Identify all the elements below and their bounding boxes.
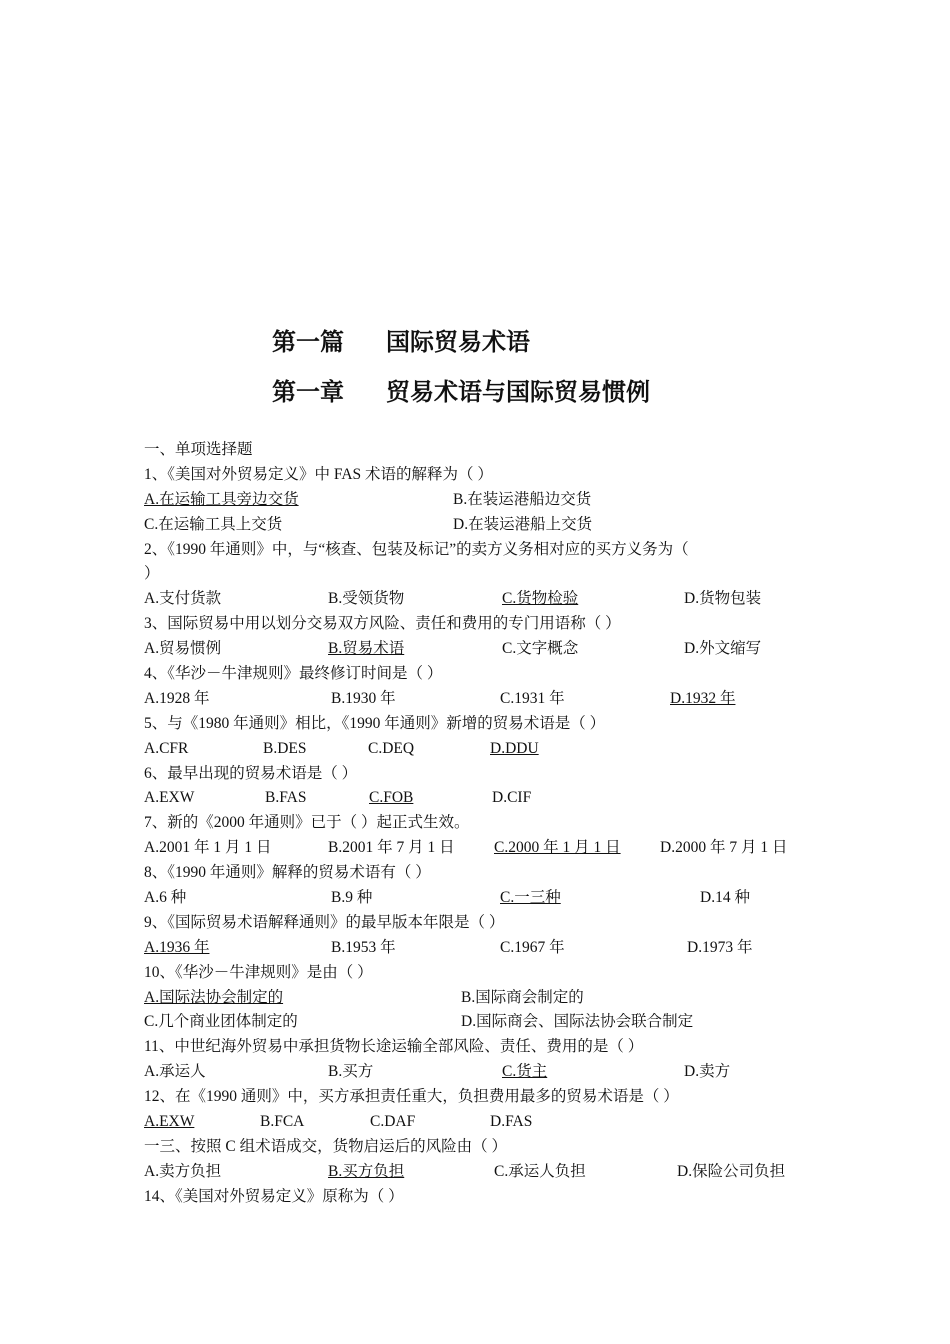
option-b: B.受领货物	[328, 590, 405, 608]
chapter-number: 第一章	[272, 378, 344, 406]
question-2: 2、《1990 年通则》中，与“核查、包装及标记”的卖方义务相对应的买方义务为（	[144, 540, 689, 558]
question-4: 4、《华沙－牛津规则》最终修订时间是（ ）	[144, 665, 443, 683]
option-row	[144, 986, 814, 1011]
option-d: D.保险公司负担	[677, 1162, 786, 1180]
option-row	[144, 637, 814, 662]
option-row	[144, 513, 814, 538]
option-a: A.在运输工具旁边交货	[144, 490, 299, 508]
option-a: A.支付货款	[144, 590, 222, 608]
option-c: C.承运人负担	[494, 1162, 586, 1180]
question-11: 11、中世纪海外贸易中承担货物长途运输全部风险、责任、费用的是（ ）	[144, 1038, 644, 1056]
question-3: 3、国际贸易中用以划分交易双方风险、责任和费用的专门用语称（ ）	[144, 615, 621, 633]
option-a: A.卖方负担	[144, 1162, 222, 1180]
option-a: A.1928 年	[144, 689, 210, 707]
option-row	[144, 488, 814, 513]
option-c: C.1931 年	[500, 689, 565, 707]
option-c: C.货物检验	[502, 590, 579, 608]
option-c: C.文字概念	[502, 640, 579, 658]
option-b: B.在装运港船边交货	[453, 490, 592, 508]
option-row	[144, 1160, 814, 1185]
option-b: B.1953 年	[331, 938, 396, 956]
section-title: 一、单项选择题	[144, 441, 253, 458]
option-a: A.贸易惯例	[144, 640, 222, 658]
question-list	[144, 438, 814, 1210]
option-b: B.1930 年	[331, 689, 396, 707]
option-c: C.1967 年	[500, 938, 565, 956]
option-b: B.9 种	[331, 889, 373, 907]
option-d: D.卖方	[684, 1063, 731, 1081]
question-8: 8、《1990 年通则》解释的贸易术语有（ ）	[144, 864, 431, 882]
option-b: B.国际商会制定的	[461, 988, 584, 1006]
option-a: A.1936 年	[144, 938, 210, 956]
option-d: D.14 种	[700, 889, 750, 907]
option-d: D.1932 年	[670, 689, 736, 707]
option-d: D.外文缩写	[684, 640, 762, 658]
option-d: D.1973 年	[687, 938, 753, 956]
option-c: C.2000 年 1 月 1 日	[494, 839, 621, 857]
option-a: A.EXW	[144, 1113, 195, 1131]
option-c: C.在运输工具上交货	[144, 515, 283, 533]
question-13: 一三、按照 C 组术语成交，货物启运后的风险由（ ）	[144, 1137, 507, 1155]
option-a: A.国际法协会制定的	[144, 988, 284, 1006]
option-a: A.EXW	[144, 789, 195, 807]
option-c: C.几个商业团体制定的	[144, 1013, 298, 1031]
option-d: D.在装运港船上交货	[453, 515, 593, 533]
option-c: C.一三种	[500, 889, 561, 907]
option-row	[144, 886, 814, 911]
option-c: C.DEQ	[368, 739, 415, 757]
option-b: B.买方负担	[328, 1162, 405, 1180]
option-a: A.CFR	[144, 739, 189, 757]
option-d: D.2000 年 7 月 1 日	[660, 839, 788, 857]
question-6: 6、最早出现的贸易术语是（ ）	[144, 764, 358, 782]
option-a: A.承运人	[144, 1063, 206, 1081]
option-d: D.DDU	[490, 739, 539, 757]
option-d: D.国际商会、国际法协会联合制定	[461, 1013, 694, 1031]
option-row	[144, 1060, 814, 1085]
chapter-name: 贸易术语与国际贸易惯例	[386, 378, 650, 406]
option-b: B.FCA	[260, 1113, 305, 1131]
option-d: D.FAS	[490, 1113, 533, 1131]
option-row	[144, 936, 814, 961]
option-row	[144, 836, 814, 861]
option-d: D.CIF	[492, 789, 532, 807]
option-row	[144, 687, 814, 712]
part-number: 第一篇	[272, 328, 344, 356]
option-row	[144, 587, 814, 612]
option-a: A.6 种	[144, 889, 187, 907]
part-name: 国际贸易术语	[386, 328, 530, 356]
option-d: D.货物包装	[684, 590, 762, 608]
option-b: B.DES	[263, 739, 307, 757]
option-b: B.2001 年 7 月 1 日	[328, 839, 455, 857]
question-7: 7、新的《2000 年通则》已于（ ）起正式生效。	[144, 814, 470, 832]
question-14: 14、《美国对外贸易定义》原称为（ ）	[144, 1187, 404, 1205]
question-9: 9、《国际贸易术语解释通则》的最早版本年限是（ ）	[144, 913, 505, 931]
option-c: C.货主	[502, 1063, 548, 1081]
question-12: 12、在《1990 通则》中，买方承担责任重大，负担费用最多的贸易术语是（ ）	[144, 1088, 679, 1106]
option-b: B.买方	[328, 1063, 374, 1081]
question-5: 5、与《1980 年通则》相比，《1990 年通则》新增的贸易术语是（ ）	[144, 714, 606, 732]
option-c: C.FOB	[369, 789, 414, 807]
option-row	[144, 786, 814, 811]
option-row	[144, 1110, 814, 1135]
option-b: B.贸易术语	[328, 640, 405, 658]
option-row	[144, 1010, 814, 1035]
option-a: A.2001 年 1 月 1 日	[144, 839, 272, 857]
option-row	[144, 737, 814, 762]
option-b: B.FAS	[265, 789, 307, 807]
question-10: 10、《华沙－牛津规则》是由（ ）	[144, 963, 373, 981]
question-2-continued: ）	[144, 565, 160, 583]
question-1: 1、《美国对外贸易定义》中 FAS 术语的解释为（ ）	[144, 465, 493, 483]
option-c: C.DAF	[370, 1113, 416, 1131]
part-title	[272, 322, 530, 357]
chapter-title	[272, 372, 650, 407]
